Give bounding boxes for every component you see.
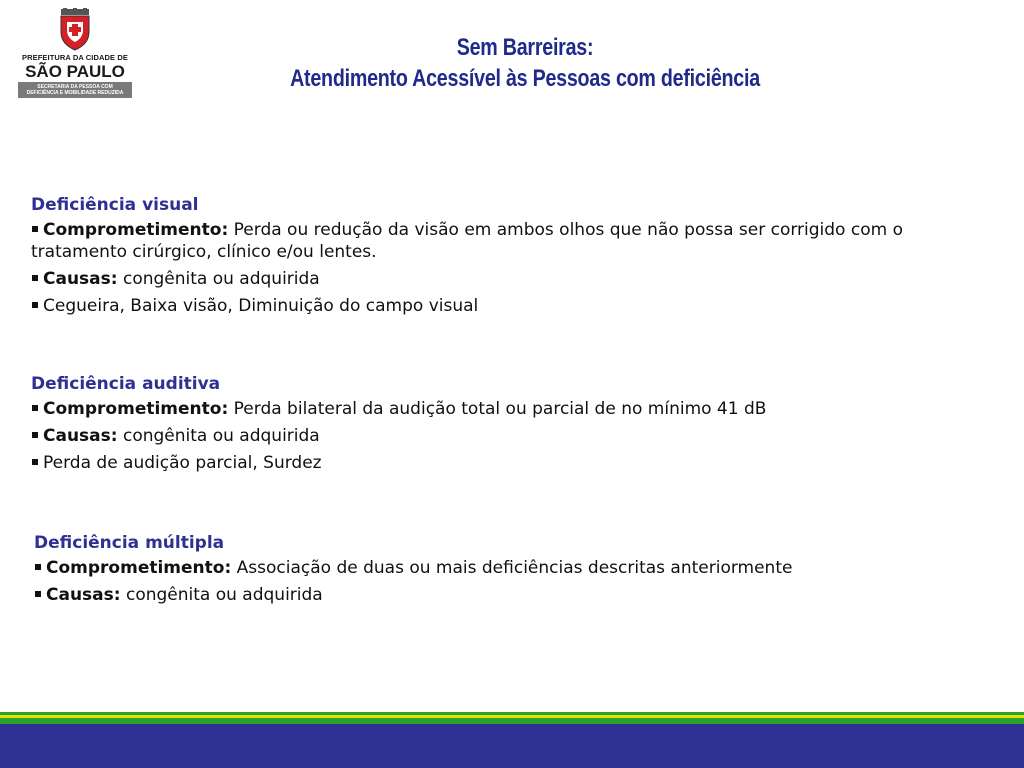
title-line-1: Sem Barreiras:	[456, 34, 594, 61]
item-label: Comprometimento:	[43, 220, 229, 240]
list-item	[34, 584, 994, 606]
item-text: congênita ou adquirida	[117, 426, 320, 446]
list-item	[31, 219, 991, 263]
section-heading: Deficiência múltipla	[34, 533, 225, 553]
logo-secretaria-line2: DEFICIÊNCIA E MOBILIDADE REDUZIDA	[26, 90, 124, 96]
bullet-icon	[35, 591, 41, 597]
item-label: Comprometimento:	[43, 399, 229, 419]
bullet-icon	[35, 564, 41, 570]
bullet-icon	[32, 459, 38, 465]
section-multipla	[34, 533, 994, 611]
item-text: Cegueira, Baixa visão, Diminuição do campo visual	[43, 296, 479, 316]
list-item	[31, 268, 991, 290]
title-line-2: Atendimento Acessível às Pessoas com deficiência	[290, 65, 760, 92]
footer-stripes	[0, 712, 1024, 724]
section-heading: Deficiência visual	[31, 195, 199, 215]
logo-secretaria-box	[18, 82, 132, 98]
item-label: Comprometimento:	[46, 558, 232, 578]
slide-title	[234, 28, 816, 90]
item-label: Causas:	[43, 426, 118, 446]
item-text: Perda ou redução da visão em ambos olhos que não possa ser corrigido com o tratamento cirúrgico, clínico e/ou lentes.	[31, 220, 903, 262]
sao-paulo-logo	[14, 8, 136, 106]
bullet-icon	[32, 226, 38, 232]
coat-of-arms-icon	[55, 8, 95, 52]
item-label: Causas:	[46, 585, 121, 605]
list-item	[31, 452, 991, 474]
list-item	[31, 425, 991, 447]
section-visual	[31, 195, 991, 322]
item-text: congênita ou adquirida	[117, 269, 320, 289]
list-item	[31, 398, 991, 420]
item-text: congênita ou adquirida	[120, 585, 323, 605]
bullet-icon	[32, 432, 38, 438]
item-label: Causas:	[43, 269, 118, 289]
section-heading: Deficiência auditiva	[31, 374, 221, 394]
item-text: Perda bilateral da audição total ou parcial de no mínimo 41 dB	[228, 399, 767, 419]
logo-secretaria-line1: SECRETARIA DA PESSOA COM	[37, 84, 113, 90]
list-item	[31, 295, 991, 317]
bullet-icon	[32, 405, 38, 411]
list-item	[34, 557, 994, 579]
logo-prefeitura-text: PREFEITURA DA CIDADE DE	[22, 53, 128, 62]
footer-bar	[0, 724, 1024, 768]
bullet-icon	[32, 275, 38, 281]
item-text: Associação de duas ou mais deficiências descritas anteriormente	[231, 558, 793, 578]
section-auditiva	[31, 374, 991, 479]
item-text: Perda de audição parcial, Surdez	[43, 453, 322, 473]
logo-city-name: SÃO PAULO	[25, 62, 125, 81]
bullet-icon	[32, 302, 38, 308]
